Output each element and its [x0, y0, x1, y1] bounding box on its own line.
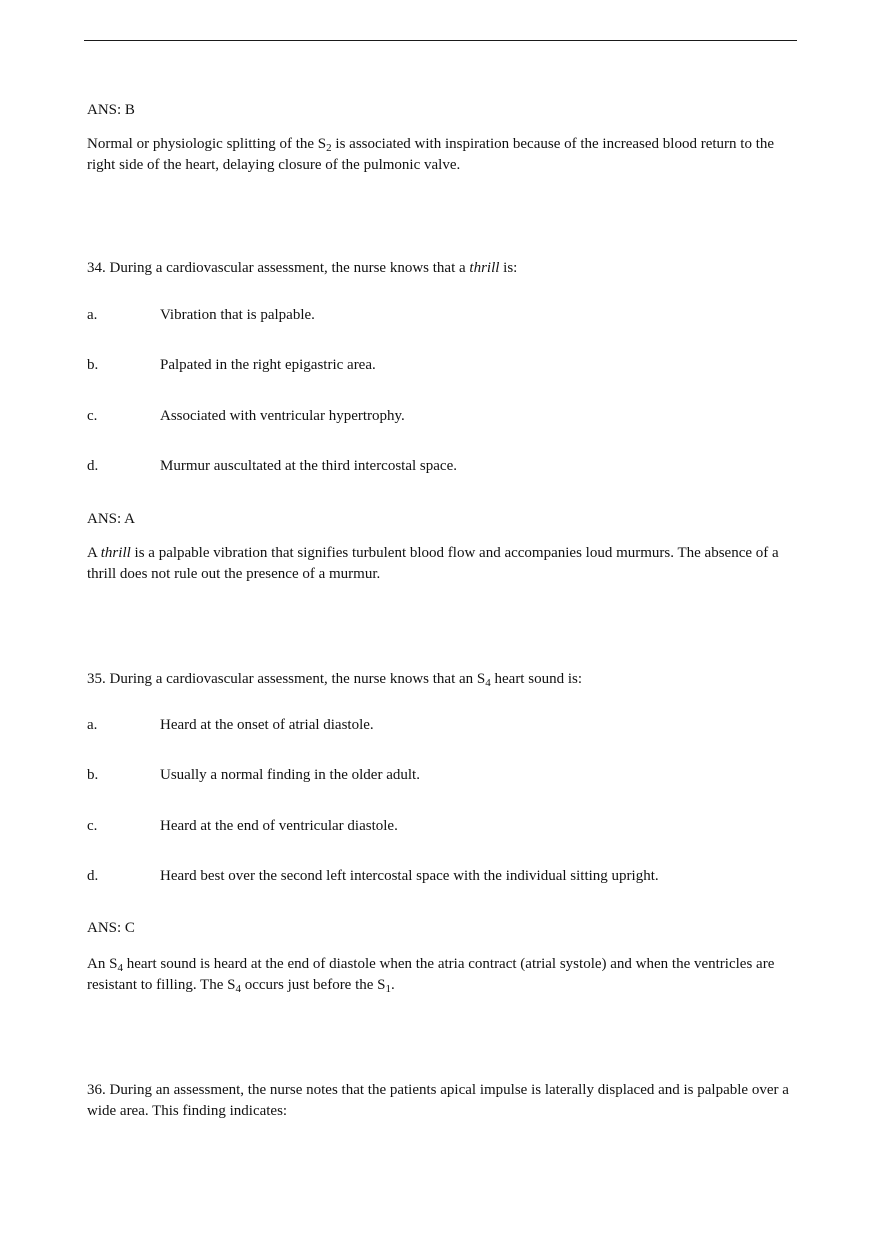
answer-q34: ANS: A	[87, 511, 135, 527]
option-letter: d.	[87, 458, 99, 474]
rationale-q33: Normal or physiologic splitting of the $S_2$ is associated with inspiration because of the increased blood return to the right side of the heart, delaying closure of the pulmonic valve.	[87, 136, 775, 173]
answer-q33: ANS: B	[87, 102, 135, 118]
question-35-option-b	[87, 765, 799, 786]
option-text: Heard best over the second left intercostal space with the individual sitting upright.	[160, 868, 659, 884]
option-text: Heard at the end of ventricular diastole.	[160, 818, 398, 834]
rationale-q35: An $S_4$ heart sound is heard at the end of diastole when the atria contract (atrial systole) and when the ventricles are resistant to filling. The $S_4$ occurs just before the $S_1$.	[87, 956, 775, 995]
question-35-option-c	[87, 816, 799, 837]
option-letter: c.	[87, 818, 98, 834]
question-36-stem: 36. During an assessment, the nurse notes that the patients apical impulse is laterally displaced and is palpable over a wide area. This finding indicates:	[87, 1082, 789, 1119]
option-text: Associated with ventricular hypertrophy.	[160, 408, 405, 424]
header-rule	[84, 40, 797, 41]
question-34-option-c	[87, 406, 799, 427]
option-text: Palpated in the right epigastric area.	[160, 357, 376, 373]
question-35-option-d	[87, 866, 799, 887]
option-letter: c.	[87, 408, 98, 424]
answer-q35: ANS: C	[87, 920, 135, 936]
option-text: Murmur auscultated at the third intercostal space.	[160, 458, 457, 474]
question-34-option-b	[87, 355, 799, 376]
question-35-option-a	[87, 715, 799, 736]
option-letter: a.	[87, 307, 98, 323]
question-34-stem: 34. During a cardiovascular assessment, the nurse knows that a thrill is:	[87, 260, 518, 276]
question-34-option-a	[87, 305, 799, 326]
option-letter: a.	[87, 717, 98, 733]
option-text: Vibration that is palpable.	[160, 307, 315, 323]
option-letter: b.	[87, 357, 99, 373]
option-letter: d.	[87, 868, 99, 884]
rationale-q34: A thrill is a palpable vibration that signifies turbulent blood flow and accompanies loud murmurs. The absence of a thrill does not rule out the presence of a murmur.	[87, 545, 779, 582]
option-letter: b.	[87, 767, 99, 783]
option-text: Usually a normal finding in the older adult.	[160, 767, 420, 783]
question-35-stem: 35. During a cardiovascular assessment, the nurse knows that an $S_4$ heart sound is:	[87, 671, 582, 689]
question-34-option-d	[87, 456, 799, 477]
option-text: Heard at the onset of atrial diastole.	[160, 717, 374, 733]
